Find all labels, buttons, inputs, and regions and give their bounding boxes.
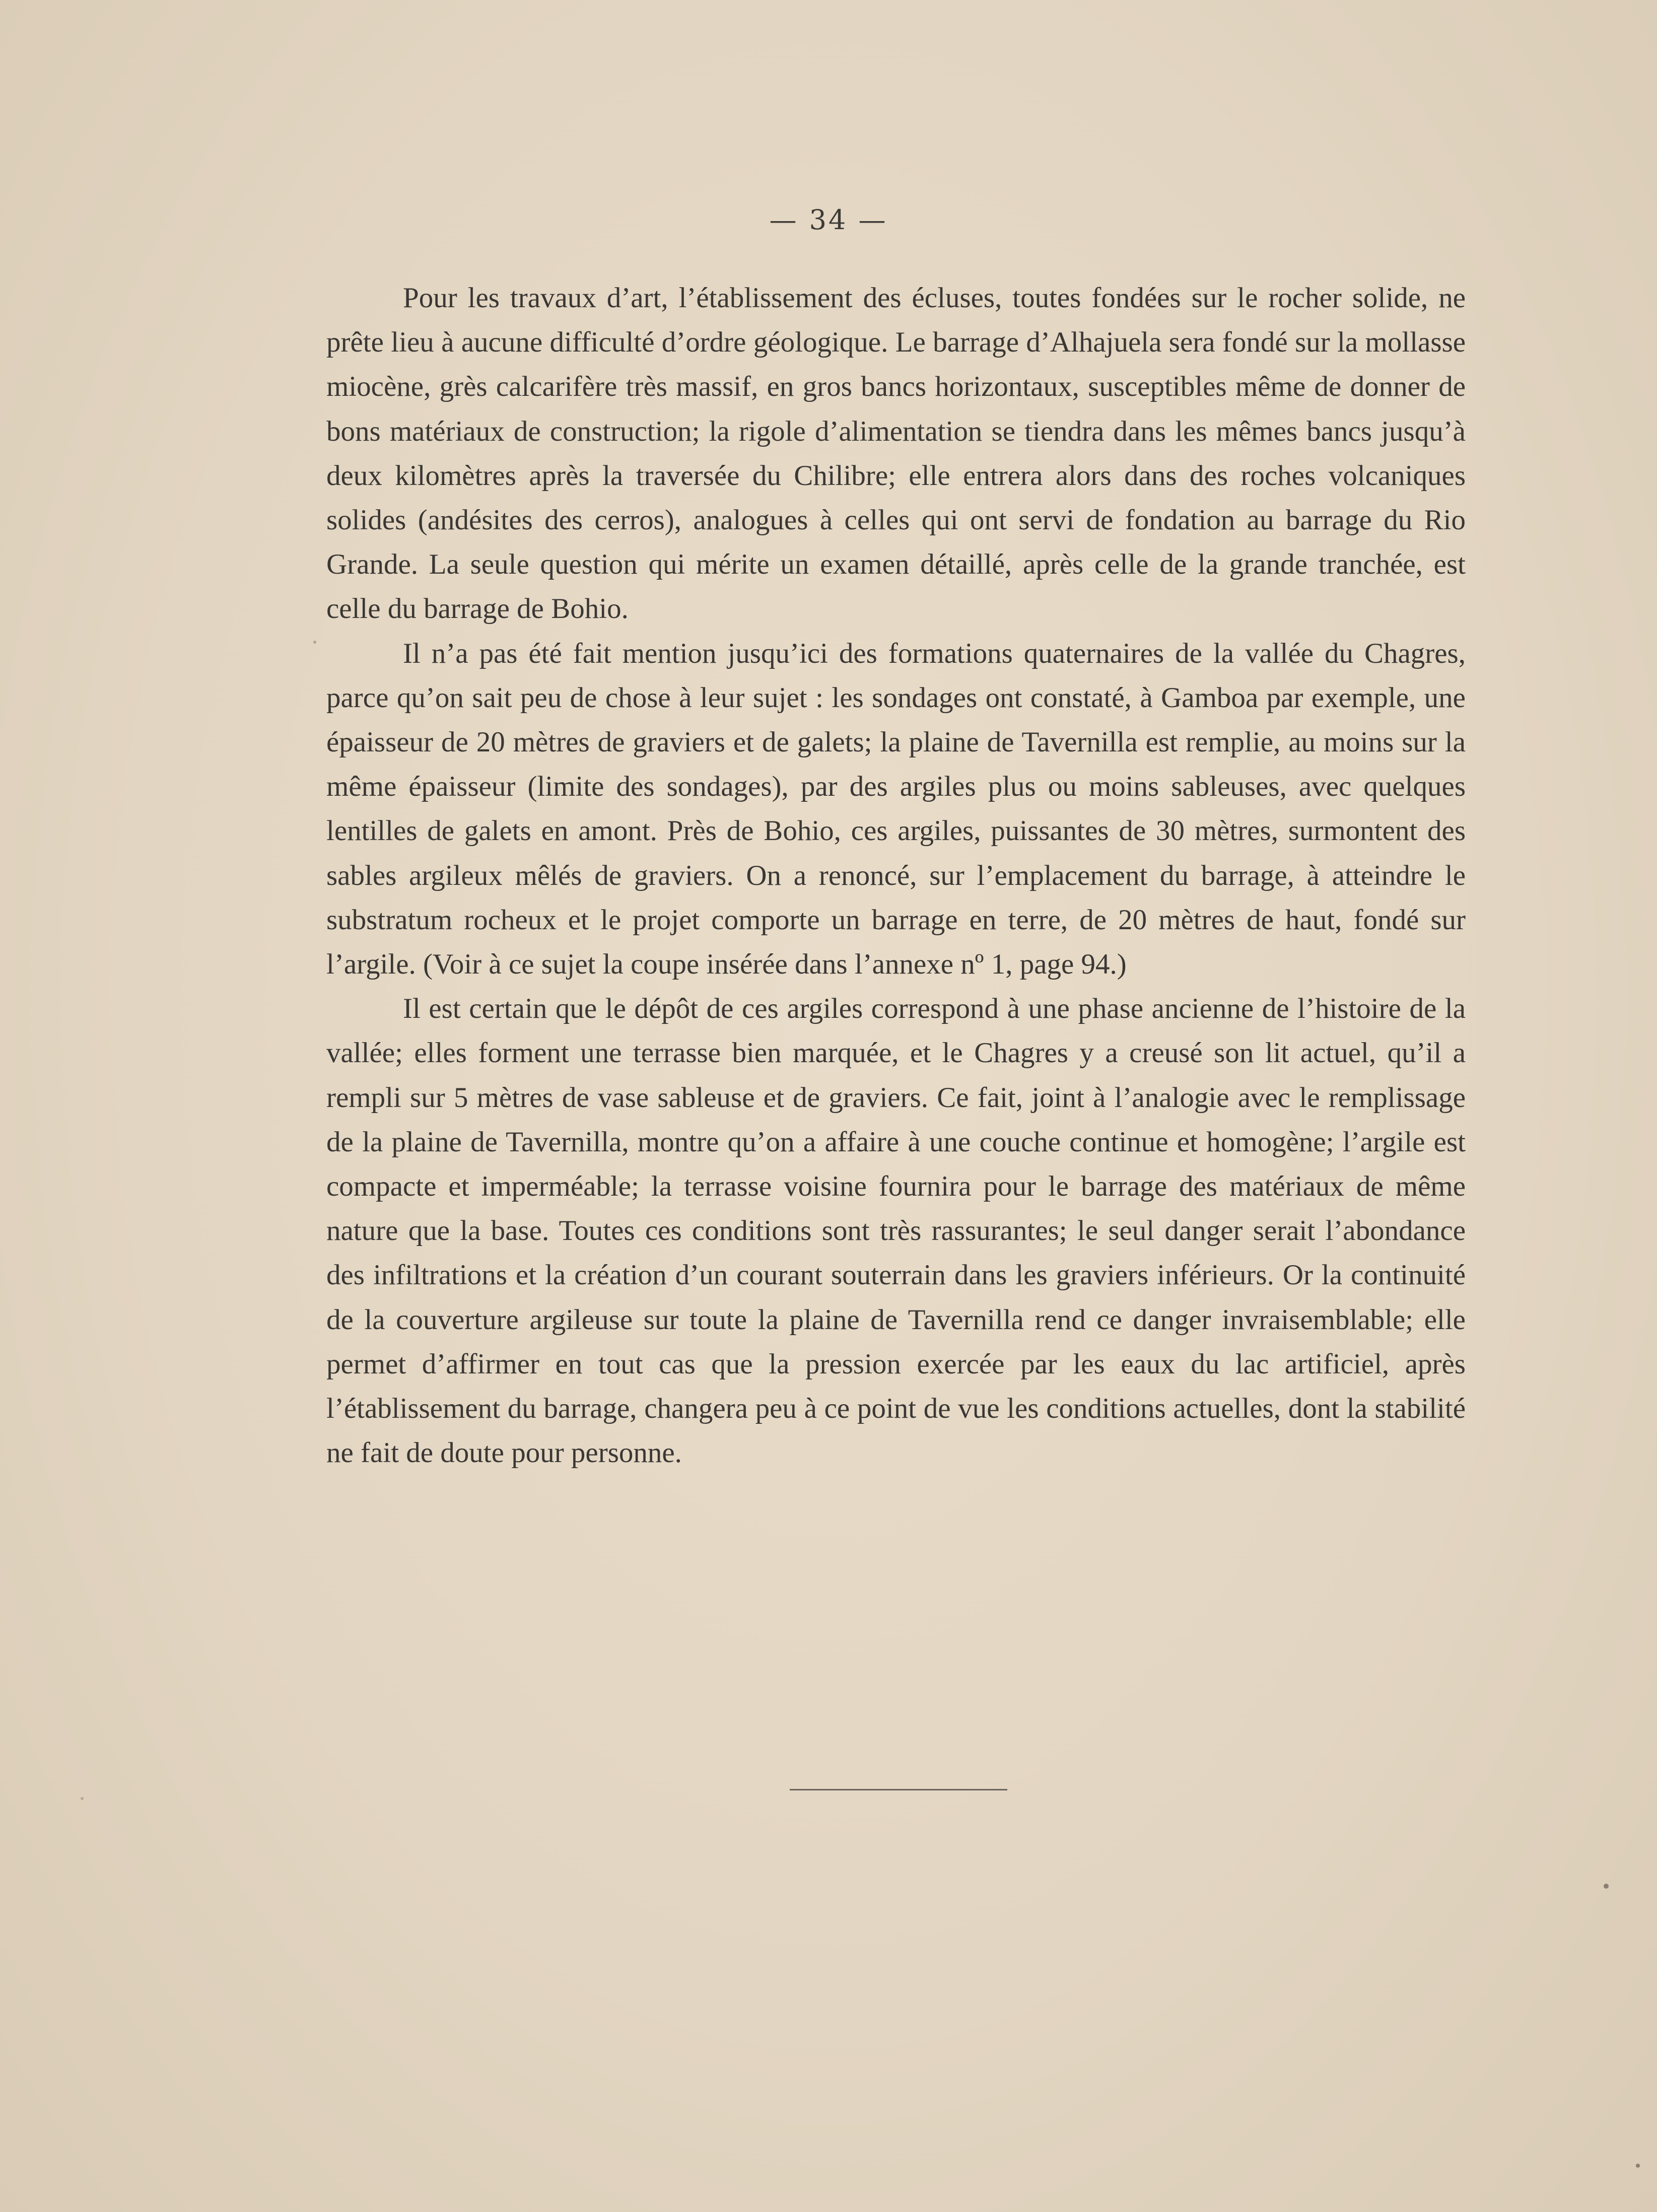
paragraph-1: Pour les travaux d’art, l’établissement des écluses, toutes fondées sur le rocher solide, ne prête lieu à aucune difficulté d’ordre géologique. Le barrage d’Alhajuela sera fondé sur la mollasse miocène, grès calcarifère très massif, en gros bancs horizontaux, susceptibles même de donner de bons matériaux de construction; la rigole d’alimentation se tiendra dans les mêmes bancs jusqu’à deux kilomètres après la traversée du Chilibre; elle entrera alors dans des roches volcaniques solides (andésites des cerros), analogues à celles qui ont servi de fondation au barrage du Rio Grande. La seule question qui mérite un examen détaillé, après celle de la grande tranchée, est celle du barrage de Bohio. [326, 282, 1466, 625]
end-rule-divider [790, 1789, 1007, 1790]
body-text [326, 276, 1466, 1475]
paper-speck [1604, 1884, 1609, 1889]
paragraph-2: Il n’a pas été fait mention jusqu’ici des formations quaternaires de la vallée du Chagres, parce qu’on sait peu de chose à leur sujet : les sondages ont constaté, à Gamboa par exemple, une épaisseur de 20 mètres de graviers et de galets; la plaine de Tavernilla est remplie, au moins sur la même épaisseur (limite des sondages), par des argiles plus ou moins sableuses, avec quelques lentilles de galets en amont. Près de Bohio, ces argiles, puissantes de 30 mètres, surmontent des sables argileux mêlés de graviers. On a renoncé, sur l’emplacement du barrage, à atteindre le substratum rocheux et le projet comporte un barrage en terre, de 20 mètres de haut, fondé sur l’argile. (Voir à ce sujet la coupe insérée dans l’annexe nº 1, page 94.) [326, 637, 1466, 981]
paper-speck [1636, 2164, 1640, 2168]
paragraph-3: Il est certain que le dépôt de ces argiles correspond à une phase ancienne de l’histoire de la vallée; elles forment une terrasse bien marquée, et le Chagres y a creusé son lit actuel, qu’il a rempli sur 5 mètres de vase sableuse et de graviers. Ce fait, joint à l’analogie avec le remplissage de la plaine de Tavernilla, montre qu’on a affaire à une couche continue et homogène; l’argile est compacte et imperméable; la terrasse voisine fournira pour le barrage des matériaux de même nature que la base. Toutes ces conditions sont très rassurantes; le seul danger serait l’abondance des infiltrations et la création d’un courant souterrain dans les graviers inférieurs. Or la continuité de la couverture argileuse sur toute la plaine de Tavernilla rend ce danger invraisemblable; elle permet d’affirmer en tout cas que la pression exercée par les eaux du lac artificiel, après l’établissement du barrage, changera peu à ce point de vue les conditions actuelles, dont la stabilité ne fait de doute pour personne. [326, 993, 1466, 1469]
paper-speck [81, 1797, 84, 1800]
paper-speck [313, 641, 316, 644]
page-number: — 34 — [769, 204, 888, 236]
